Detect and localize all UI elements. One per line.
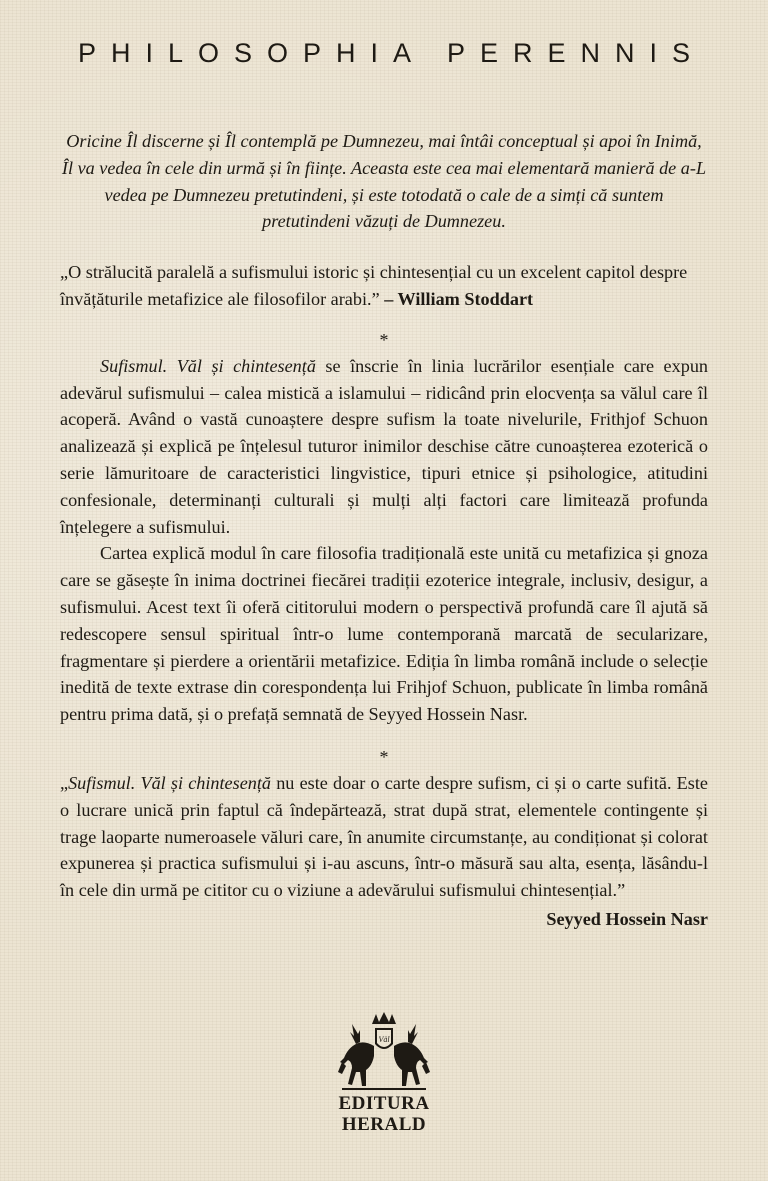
separator-asterisk-2: * [379, 746, 389, 767]
nasr-quote [60, 770, 708, 904]
logo-monogram: Väl [378, 1035, 390, 1044]
publisher-name-line-2: HERALD [341, 1114, 427, 1135]
stoddart-quote-text: „O strălucită paralelă a sufismului istoric și chintesențial cu un excelent capitol despre învățăturile metafizice ale filosofilor arabi.” [60, 262, 688, 309]
series-title: PHILOSOPHIA PERENNIS [77, 38, 706, 68]
publisher-name-line-1: EDITURA [338, 1093, 430, 1114]
nasr-author: Seyyed Hossein Nasr [546, 908, 708, 929]
publisher-logo-stags-icon [334, 1010, 434, 1092]
publisher-block [314, 1010, 454, 1134]
nasr-quote-book-title: Sufismul. Văl și chintesență [68, 772, 272, 793]
separator-asterisk: * [379, 329, 389, 350]
description-paragraph-2: Cartea explică modul în care filosofia tradițională este unită cu metafizica și gnoza care se găsește în inima doctrinei fiecărei tradiții ezoterice integrale, inclusiv, desigur, a sufismului. Acest text îi oferă cititorului modern o perspectivă profundă care îl ajută să redescopere sensul spiritual într-o lume contemporană marcată de secularizare, fragmentare și pierdere a orientării metafizice. Ediția în limba română include o selecție inedită de texte extrase din corespondența lui Frihjof Schuon, publicate în limba română pentru prima dată, și o prefață semnată de Seyyed Hossein Nasr. [60, 543, 708, 725]
stoddart-quote [60, 259, 708, 313]
book-title-italic: Sufismul. Văl și chintesență [100, 355, 316, 376]
description-paragraph-1 [60, 353, 708, 541]
nasr-quote-text: nu este doar o carte despre sufism, ci și o carte sufită. Este o lucrare unică prin faptul că îndepărtează, strat după strat, elementele contingente și trage laoparte numeroasele văluri care, în anumite circumstanțe, au condiționat și colorat expunerea și practica sufismului și i-au ascuns, într-o măsură sau alta, esența, lăsându-l în cele din urmă pe cititor cu o viziune a adevărului sufismului chintesențial.” [60, 772, 708, 901]
stoddart-author: – William Stoddart [379, 288, 534, 309]
back-cover-text [60, 128, 708, 933]
nasr-quote-open: „ [60, 772, 69, 793]
description-paragraph-1-text: se înscrie în linia lucrărilor esențiale care expun adevărul sufismului – calea mistică a islamului – ridicând prin elocvența sa vălul care îl acoperă. Având o vastă cunoaștere despre sufism la toate nivelurile, Frithjof Schuon analizează și explică pe înțelesul tuturor inimilor deschise către cunoașterea ezoterică o serie lămuritoare de caracteristici lingvistice, tipuri etnice și psihologice, atitudini confesionale, determinanți culturali și mulți alți factori care limitează profunda înțelegere a sufismului. [60, 355, 709, 537]
epigraph: Oricine Îl discerne și Îl contemplă pe Dumnezeu, mai întâi conceptual și apoi în Inimă, Îl va vedea în cele din urmă și în ființe. Aceasta este cea mai elementară manieră de a-L vedea pe Dumnezeu pretutindeni, și este totodată o cale de a simți că suntem pretutindeni văzuți de Dumnezeu. [61, 131, 707, 232]
